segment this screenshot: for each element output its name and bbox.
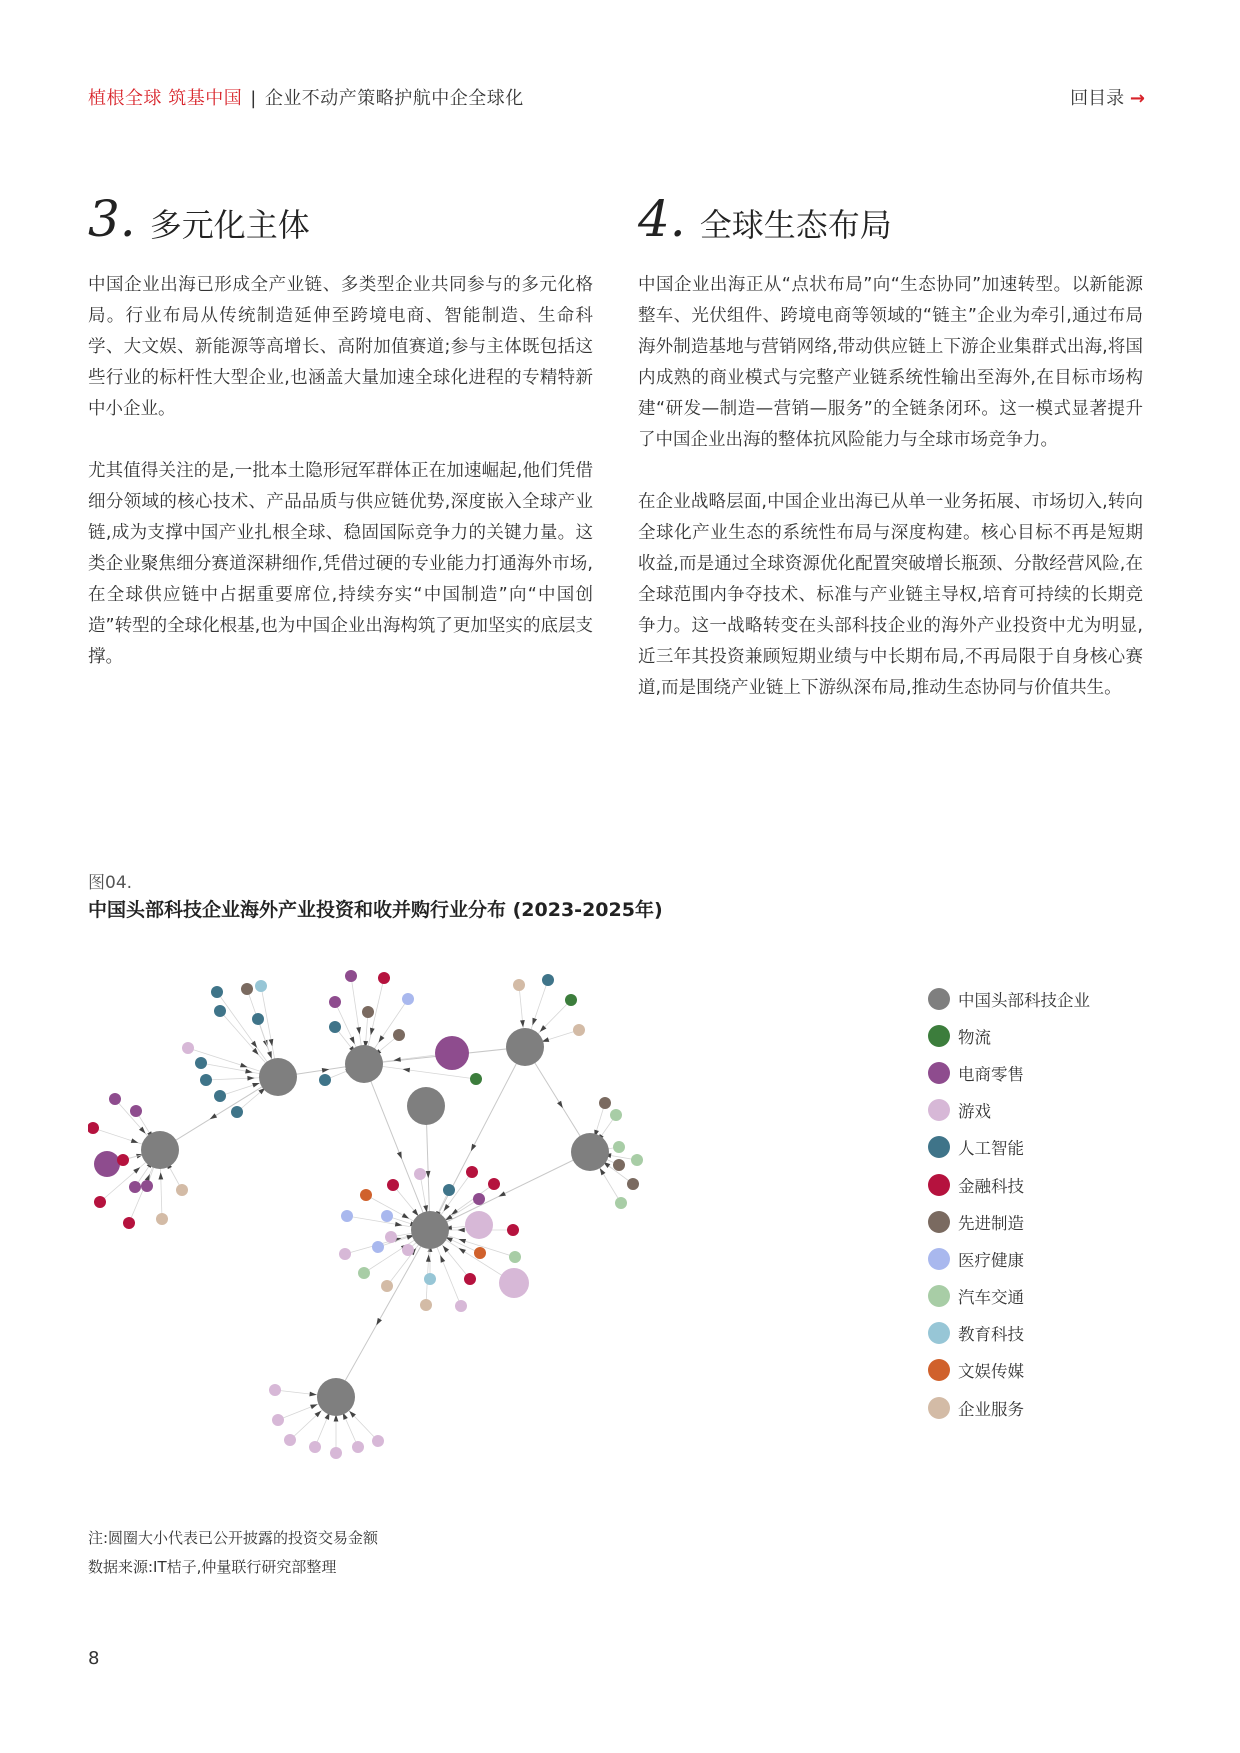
- edge-arrow-65: [459, 1248, 466, 1254]
- figure-note: 注:圆圈大小代表已公开披露的投资交易金额: [88, 1529, 379, 1547]
- legend-swatch-fintech: [928, 1174, 950, 1196]
- legend-item-manufacturing: [928, 1203, 1090, 1240]
- investment-node-ai: [214, 1005, 226, 1017]
- investment-node-healthcare: [372, 1241, 384, 1253]
- investment-node-healthcare: [341, 1210, 353, 1222]
- hub-node-E: [141, 1131, 179, 1169]
- section-3-paragraph-1: 中国企业出海已形成全产业链、多类型企业共同参与的多元化格局。行业布局从传统制造延伸至跨境电商、智能制造、生命科学、大文娱、新能源等高增长、高附加值赛道;参与主体既包括这些行业的标杆性大型企业,也涵盖大量加速全球化进程的专精特新中小企业。: [88, 275, 593, 419]
- investment-node-ai: [231, 1106, 243, 1118]
- investment-node-gaming: [309, 1441, 321, 1453]
- legend-label-manufacturing: 先进制造: [958, 1213, 1024, 1233]
- legend-swatch-auto: [928, 1285, 950, 1307]
- investment-node-ai: [200, 1074, 212, 1086]
- investment-node-ecommerce: [129, 1181, 141, 1193]
- investment-node-gaming: [330, 1447, 342, 1459]
- table-of-contents-link[interactable]: [1070, 84, 1145, 110]
- header-brand: 植根全球 筑基中国: [88, 88, 243, 109]
- edge-arrow-44: [444, 1204, 450, 1211]
- investment-node-gaming: [339, 1248, 351, 1260]
- legend-item-hub: [928, 980, 1090, 1017]
- investment-node-fintech: [466, 1166, 478, 1178]
- legend-swatch-manufacturing: [928, 1211, 950, 1233]
- legend-swatch-logistics: [928, 1025, 950, 1047]
- edge-arrow-26: [131, 1138, 139, 1143]
- investment-node-fintech: [488, 1178, 500, 1190]
- section-3-number: 3.: [88, 190, 136, 248]
- investment-node-ai: [252, 1013, 264, 1025]
- legend-swatch-media: [928, 1359, 950, 1381]
- hub-link-arrow-A-E: [210, 1113, 217, 1119]
- investment-node-manufacturing: [362, 1006, 374, 1018]
- investment-node-gaming: [284, 1434, 296, 1446]
- edge-arrow-47: [402, 1213, 409, 1219]
- legend-item-auto: [928, 1278, 1090, 1315]
- section-3-heading: [88, 190, 593, 260]
- legend-swatch-gaming: [928, 1099, 950, 1121]
- investment-node-fintech: [117, 1154, 129, 1166]
- investment-node-gaming: [372, 1435, 384, 1447]
- hub-link-arrow-C-G: [471, 1144, 476, 1151]
- section-4-number: 4.: [638, 190, 686, 248]
- investment-node-healthcare: [381, 1210, 393, 1222]
- hub-link-arrow-C-F: [557, 1101, 563, 1108]
- investment-node-manufacturing: [627, 1178, 639, 1190]
- legend-label-healthcare: 医疗健康: [958, 1250, 1024, 1270]
- investment-node-ecommerce: [329, 996, 341, 1008]
- edge-arrow-64: [440, 1255, 445, 1263]
- edge-arrow-52: [458, 1228, 465, 1233]
- edge-arrow-20: [520, 1020, 525, 1027]
- investment-node-ai: [211, 986, 223, 998]
- hub-node-F: [571, 1133, 609, 1171]
- hub-link-arrow-F-G: [498, 1191, 506, 1196]
- investment-network-diagram: [88, 965, 748, 1515]
- legend-swatch-healthcare: [928, 1248, 950, 1270]
- investment-node-gaming: [499, 1268, 529, 1298]
- edge-arrow-2: [269, 1039, 274, 1047]
- investment-node-enterprise: [513, 979, 525, 991]
- legend-label-gaming: 游戏: [958, 1102, 991, 1122]
- hub-node-H: [317, 1378, 355, 1416]
- legend-item-logistics: [928, 1017, 1090, 1054]
- hub-link-arrow-A-B: [322, 1068, 329, 1073]
- section-3: [88, 190, 593, 673]
- investment-node-ecommerce: [94, 1151, 120, 1177]
- investment-node-gaming: [455, 1300, 467, 1312]
- investment-node-enterprise: [420, 1299, 432, 1311]
- hub-link-arrow-B-G: [397, 1151, 402, 1159]
- legend-swatch-enterprise: [928, 1397, 950, 1419]
- legend-item-gaming: [928, 1092, 1090, 1129]
- hub-link-A-E: [160, 1077, 278, 1150]
- investment-node-auto: [631, 1154, 643, 1166]
- running-header: [88, 84, 524, 110]
- legend-swatch-ai: [928, 1136, 950, 1158]
- legend-label-logistics: 物流: [958, 1027, 991, 1047]
- investment-node-gaming: [272, 1414, 284, 1426]
- legend-item-ecommerce: [928, 1054, 1090, 1091]
- investment-node-gaming: [414, 1168, 426, 1180]
- edge-arrow-6: [245, 1069, 253, 1074]
- section-4-heading: [638, 190, 1143, 260]
- investment-node-gaming: [182, 1042, 194, 1054]
- investment-node-ecommerce: [473, 1193, 485, 1205]
- investment-node-ai: [542, 974, 554, 986]
- hub-node-A: [259, 1058, 297, 1096]
- figure-source: 数据来源:IT桔子,仲量联行研究部整理: [88, 1558, 337, 1576]
- legend-swatch-hub: [928, 988, 950, 1010]
- hub-link-arrow-D-G: [426, 1171, 431, 1178]
- edge-arrow-67: [310, 1404, 318, 1409]
- edge-arrow-62: [443, 1246, 449, 1253]
- investment-node-auto: [509, 1251, 521, 1263]
- investment-node-auto: [613, 1141, 625, 1153]
- figure-legend: [928, 980, 1090, 1426]
- investment-node-gaming: [352, 1441, 364, 1453]
- page-number: 8: [88, 1648, 100, 1669]
- legend-label-ai: 人工智能: [958, 1139, 1024, 1159]
- legend-item-ai: [928, 1129, 1090, 1166]
- investment-node-media: [360, 1189, 372, 1201]
- investment-node-fintech: [123, 1217, 135, 1229]
- investment-node-ai: [214, 1090, 226, 1102]
- hub-link-arrow-G-H: [376, 1318, 382, 1325]
- investment-node-fintech: [378, 972, 390, 984]
- legend-item-edtech: [928, 1315, 1090, 1352]
- investment-node-fintech: [464, 1273, 476, 1285]
- hub-node-B: [345, 1045, 383, 1083]
- investment-node-enterprise: [573, 1024, 585, 1036]
- investment-node-gaming: [385, 1231, 397, 1243]
- legend-label-auto: 汽车交通: [958, 1288, 1024, 1308]
- edge-arrow-12: [349, 1037, 354, 1045]
- investment-node-logistics: [565, 994, 577, 1006]
- investment-node-ai: [195, 1057, 207, 1069]
- investment-node-manufacturing: [599, 1097, 611, 1109]
- edge-arrow-4: [267, 1051, 272, 1059]
- investment-node-ai: [319, 1074, 331, 1086]
- legend-label-hub: 中国头部科技企业: [958, 990, 1090, 1010]
- edge-arrow-34: [158, 1172, 163, 1179]
- edge-arrow-11: [370, 1028, 375, 1036]
- section-3-paragraph-2: 尤其值得关注的是,一批本土隐形冠军群体正在加速崛起,他们凭借细分领域的核心技术、产品品质与供应链优势,深度嵌入全球产业链,成为支撑中国产业扎根全球、稳固国际竞争力的关键力量。这类企业聚焦细分赛道深耕细作,凭借过硬的专业能力打通海外市场,在全球供应链中占据重要席位,持续夯实“中国制造”向“中国创造”转型的全球化根基,也为中国企业出海构筑了更加坚实的底层支撑。: [88, 461, 593, 667]
- edge-arrow-21: [532, 1018, 537, 1026]
- investment-node-manufacturing: [393, 1029, 405, 1041]
- legend-swatch-edtech: [928, 1322, 950, 1344]
- investment-node-ecommerce: [435, 1036, 469, 1070]
- hub-node-G: [411, 1211, 449, 1249]
- section-4-paragraph-1: 中国企业出海正从“点状布局”向“生态协同”加速转型。以新能源整车、光伏组件、跨境电商等领域的“链主”企业为牵引,通过布局海外制造基地与营销网络,带动供应链上下游企业集群式出海,将国内成熟的商业模式与完整产业链系统性输出至海外,在目标市场构建“研发—制造—营销—服务”的全链条闭环。这一模式显著提升了中国企业出海的整体抗风险能力与全球市场竞争力。: [638, 275, 1143, 450]
- investment-node-edtech: [255, 980, 267, 992]
- investment-node-fintech: [94, 1196, 106, 1208]
- investment-node-auto: [358, 1267, 370, 1279]
- legend-item-enterprise: [928, 1389, 1090, 1426]
- header-separator: |: [250, 88, 257, 109]
- edge-arrow-9: [252, 1083, 260, 1088]
- edge-arrow-14: [378, 1035, 384, 1042]
- legend-label-fintech: 金融科技: [958, 1176, 1024, 1196]
- investment-node-ecommerce: [141, 1180, 153, 1192]
- section-4-paragraph-2: 在企业战略层面,中国企业出海已从单一业务拓展、市场切入,转向全球化产业生态的系统性布局与深度构建。核心目标不再是短期收益,而是通过全球资源优化配置突破增长瓶颈、分散经营风险,在全球范围内争夺技术、标准与产业链主导权,培育可持续的长期竞争力。这一战略转变在头部科技企业的海外产业投资中尤为明显,近三年其投资兼顾短期业绩与中长期布局,不再局限于自身核心赛道,而是围绕产业链上下游纵深布局,推动生态协同与价值共生。: [638, 492, 1143, 698]
- edge-arrow-49: [395, 1222, 403, 1227]
- investment-node-ai: [443, 1184, 455, 1196]
- legend-label-media: 文娱传媒: [958, 1362, 1024, 1382]
- header-subtitle: 企业不动产策略护航中企全球化: [264, 88, 524, 109]
- edge-arrow-7: [247, 1076, 254, 1081]
- investment-node-ecommerce: [130, 1105, 142, 1117]
- edge-arrow-5: [240, 1063, 248, 1068]
- investment-node-manufacturing: [241, 983, 253, 995]
- legend-item-fintech: [928, 1166, 1090, 1203]
- legend-label-edtech: 教育科技: [958, 1325, 1024, 1345]
- investment-node-media: [474, 1247, 486, 1259]
- investment-node-ecommerce: [345, 970, 357, 982]
- investment-node-gaming: [402, 1244, 414, 1256]
- section-4-title: 全球生态布局: [699, 206, 892, 244]
- investment-node-manufacturing: [613, 1159, 625, 1171]
- investment-node-fintech: [507, 1224, 519, 1236]
- investment-node-enterprise: [381, 1280, 393, 1292]
- figure-label: 图04.: [88, 873, 133, 893]
- edge-arrow-66: [309, 1392, 316, 1397]
- toc-label: 回目录: [1070, 88, 1125, 109]
- legend-item-media: [928, 1352, 1090, 1389]
- investment-node-enterprise: [156, 1213, 168, 1225]
- section-4: [638, 190, 1143, 704]
- investment-node-healthcare: [402, 993, 414, 1005]
- legend-label-ecommerce: 电商零售: [958, 1064, 1024, 1084]
- investment-node-gaming: [465, 1211, 493, 1239]
- hub-node-C: [506, 1028, 544, 1066]
- investment-node-gaming: [269, 1384, 281, 1396]
- edge-arrow-19: [403, 1068, 410, 1073]
- legend-swatch-ecommerce: [928, 1062, 950, 1084]
- figure-notes: [88, 1524, 378, 1582]
- investment-node-fintech: [387, 1179, 399, 1191]
- investment-node-logistics: [470, 1073, 482, 1085]
- legend-label-enterprise: 企业服务: [958, 1399, 1024, 1419]
- edge-arrow-58: [458, 1239, 466, 1244]
- investment-node-fintech: [88, 1122, 99, 1134]
- arrow-right-icon: →: [1129, 88, 1145, 109]
- section-3-title: 多元化主体: [149, 206, 310, 244]
- figure-title: 中国头部科技企业海外产业投资和收并购行业分布 (2023-2025年): [88, 899, 663, 921]
- investment-node-auto: [615, 1197, 627, 1209]
- investment-node-enterprise: [176, 1184, 188, 1196]
- investment-node-ecommerce: [109, 1093, 121, 1105]
- investment-node-edtech: [424, 1273, 436, 1285]
- hub-node-D: [407, 1087, 445, 1125]
- edge-arrow-10: [356, 1027, 361, 1034]
- investment-node-auto: [610, 1109, 622, 1121]
- legend-item-healthcare: [928, 1240, 1090, 1277]
- investment-node-ai: [329, 1021, 341, 1033]
- edge-arrow-41: [600, 1168, 606, 1175]
